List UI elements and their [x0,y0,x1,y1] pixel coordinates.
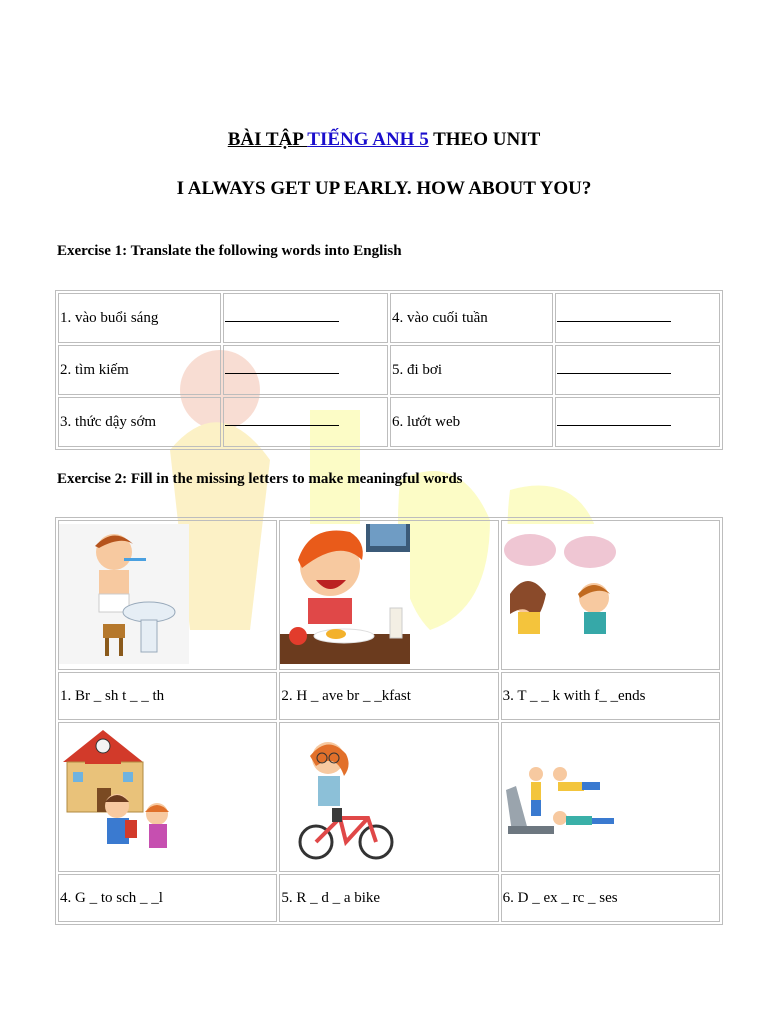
image-cell [58,520,277,670]
exercise1-word: 5. đi bơi [390,345,553,395]
title-link[interactable]: TIẾNG ANH 5 [307,129,429,150]
table-row [58,874,720,922]
boy-brushing-teeth-icon [59,524,189,664]
image-cell [58,722,277,872]
document-title [0,129,768,151]
image-cell [279,520,498,670]
document-subtitle: I ALWAYS GET UP EARLY. HOW ABOUT YOU? [176,178,592,199]
exercise2-label: 3. T _ _ k with f_ _ends [501,672,720,720]
image-cell [501,520,720,670]
title-suffix: THEO UNIT [428,129,541,150]
exercise2-label: 2. H _ ave br _ _kfast [279,672,498,720]
exercise1-word: 6. lướt web [390,397,553,447]
people-exercising-icon [502,726,632,866]
answer-blank [223,293,388,343]
image-cell [279,722,498,872]
exercise2-label: 6. D _ ex _ rc _ ses [501,874,720,922]
exercise2-label: 5. R _ d _ a bike [279,874,498,922]
exercise2-table [55,517,723,925]
exercise1-word: 4. vào cuối tuần [390,293,553,343]
table-row [58,397,720,447]
answer-blank [555,293,720,343]
exercise2-heading: Exercise 2: Fill in the missing letters to make meaningful words [57,471,463,487]
table-row [58,345,720,395]
exercise1-heading: Exercise 1: Translate the following words into English [57,243,402,259]
exercise1-table [55,290,723,450]
kids-talking-icon [502,524,632,664]
exercise1-word: 3. thức dậy sớm [58,397,221,447]
answer-blank [223,397,388,447]
table-row [58,672,720,720]
girl-riding-bike-icon [280,726,410,866]
table-row [58,520,720,670]
image-cell [501,722,720,872]
answer-blank [555,397,720,447]
kids-going-to-school-icon [59,726,189,866]
table-row [58,722,720,872]
exercise2-label: 4. G _ to sch _ _l [58,874,277,922]
title-prefix: BÀI TẬP [227,129,308,150]
answer-blank [223,345,388,395]
boy-eating-breakfast-icon [280,524,410,664]
exercise2-label: 1. Br _ sh t _ _ th [58,672,277,720]
exercise1-word: 1. vào buổi sáng [58,293,221,343]
exercise1-word: 2. tìm kiếm [58,345,221,395]
answer-blank [555,345,720,395]
table-row [58,293,720,343]
